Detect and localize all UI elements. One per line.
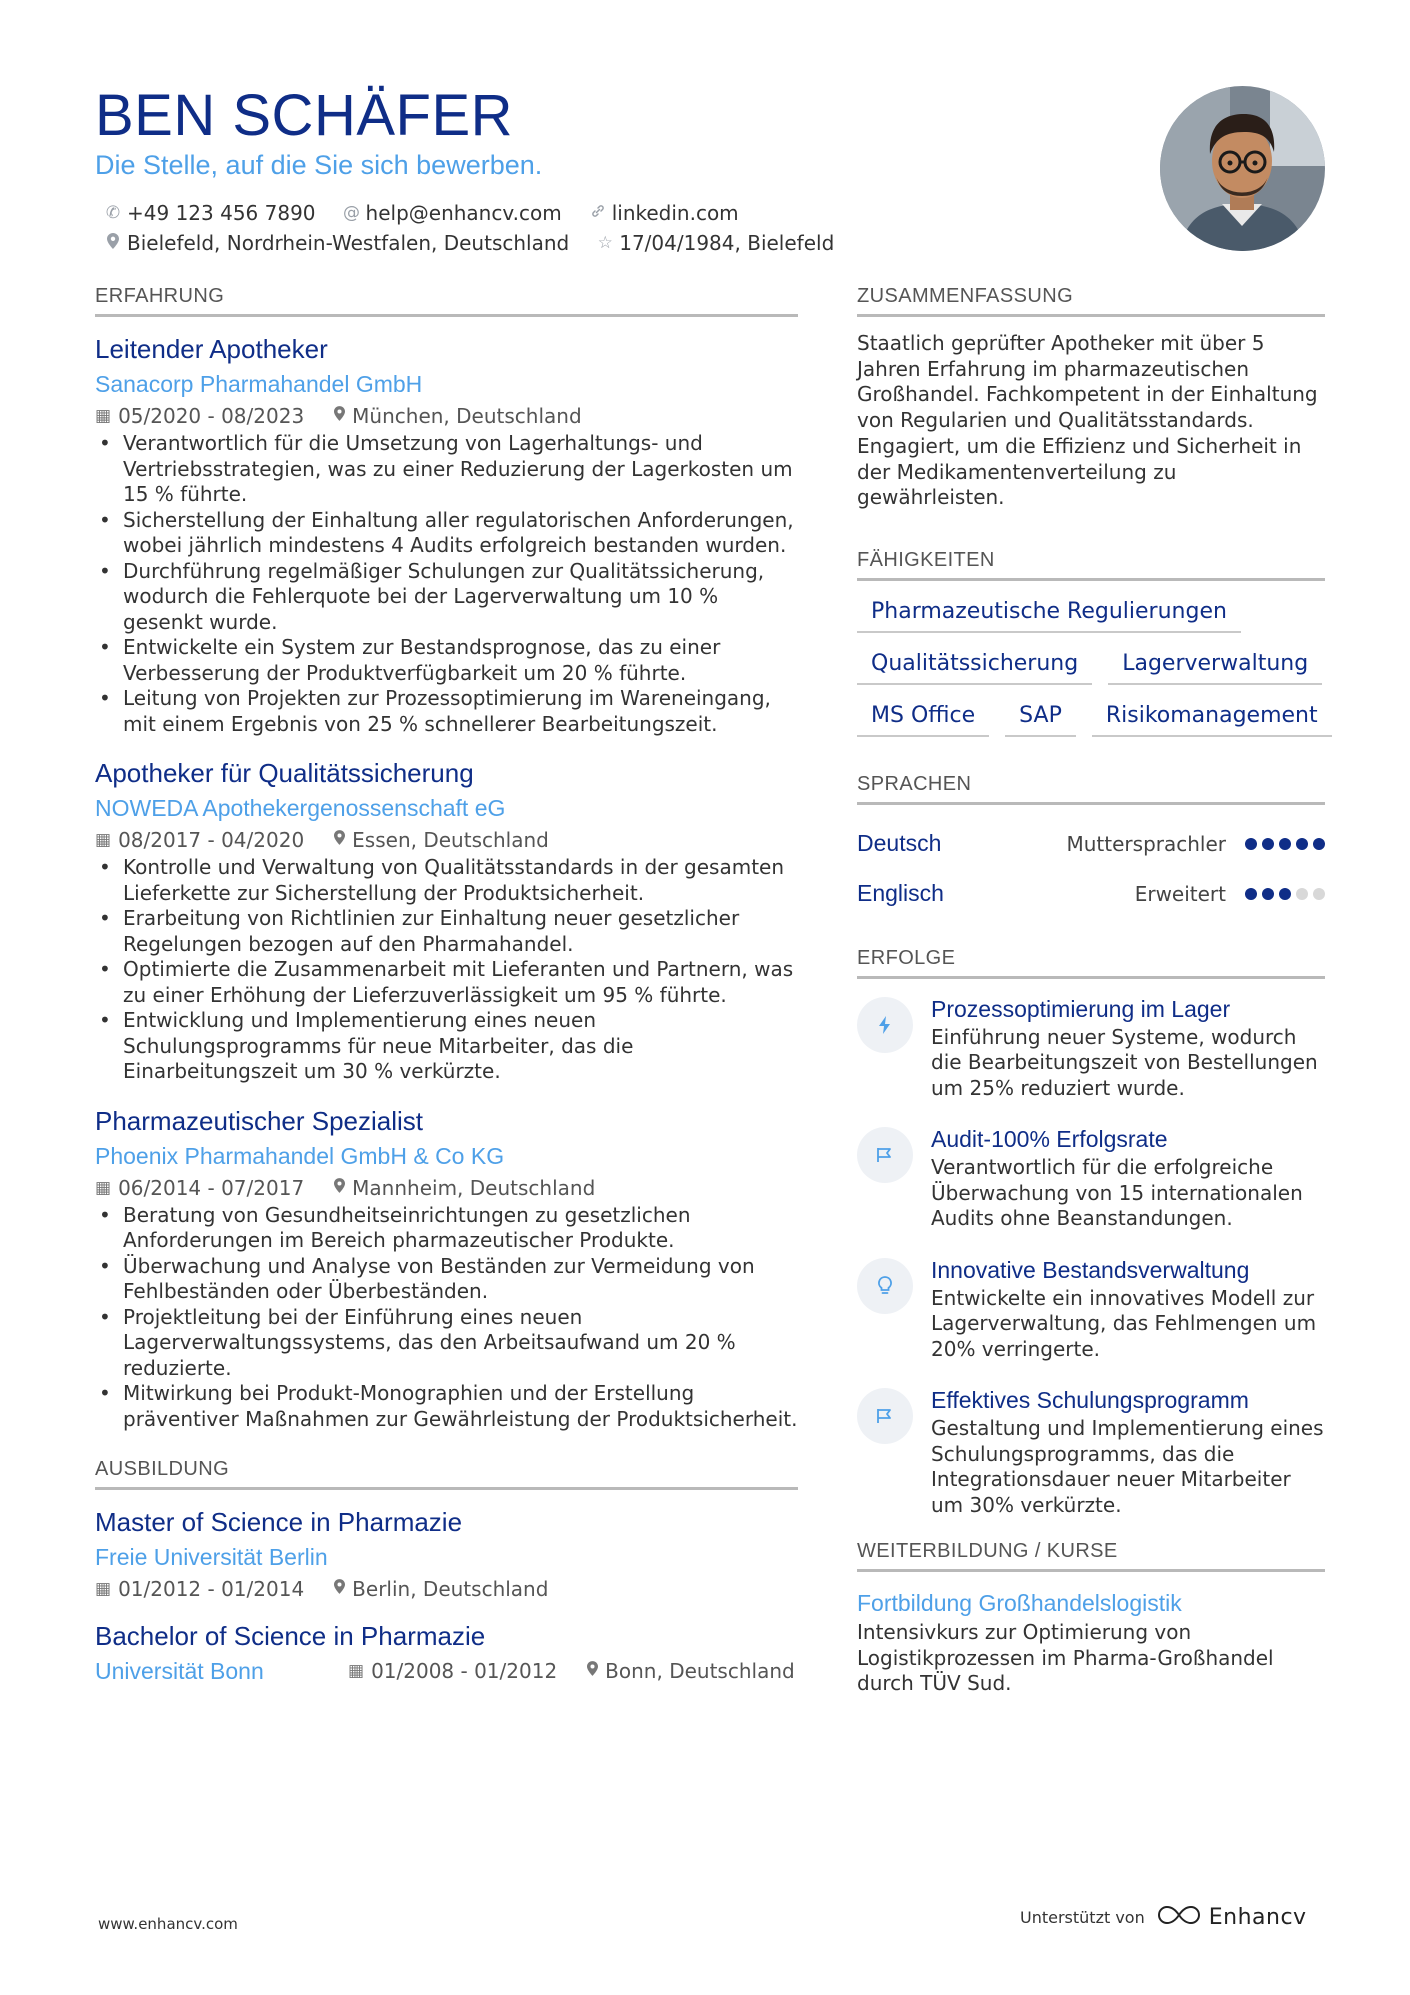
- achievement-title: Innovative Bestandsverwaltung: [931, 1256, 1250, 1283]
- company-name: NOWEDA Apothekergenossenschaft eG: [95, 795, 506, 821]
- language-level: Muttersprachler: [1066, 831, 1226, 856]
- job-dates: 08/2017 - 04/2020: [118, 828, 305, 852]
- map-pin-icon: [334, 825, 345, 855]
- bullet: • Verantwortlich für die Umsetzung von Lagerhaltungs- und Vertriebsstrategien, was zu einer Reduzierung der Lagerkosten um 15 % führte.: [95, 431, 798, 508]
- courses-section-title: WEITERBILDUNG / KURSE: [857, 1540, 1325, 1572]
- footer-branding: [1020, 1904, 1307, 1930]
- experience-section-title: ERFAHRUNG: [95, 285, 798, 317]
- summary-section-title: ZUSAMMENFASSUNG: [857, 285, 1325, 317]
- rating-dot-filled: [1296, 838, 1308, 850]
- calendar-icon: ▦: [348, 1661, 365, 1681]
- job-location: Mannheim, Deutschland: [352, 1175, 596, 1200]
- language-level: Erweitert: [1134, 881, 1226, 906]
- rating-dot-empty: [1296, 888, 1308, 900]
- skill-tag: SAP: [1005, 699, 1076, 737]
- bullet: • Entwickelte ein System zur Bestandsprognose, das zu einer Verbesserung der Produktverfügbarkeit um 20 % führte.: [95, 635, 798, 686]
- at-icon: @: [343, 203, 361, 223]
- linkedin-text[interactable]: linkedin.com: [611, 201, 739, 225]
- education-dates: 01/2008 - 01/2012: [371, 1659, 558, 1683]
- language-rating: [1240, 838, 1325, 850]
- company-name: Phoenix Pharmahandel GmbH & Co KG: [95, 1142, 505, 1169]
- calendar-icon: ▦: [95, 1579, 112, 1599]
- achievement-item: [857, 1123, 1325, 1232]
- education-entry: [95, 1618, 798, 1688]
- bullet: • Erarbeitung von Richtlinien zur Einhaltung neuer gesetzlicher Regelungen bezogen auf den Pharmahandel.: [95, 906, 798, 957]
- location: [103, 231, 569, 255]
- job-dates: 05/2020 - 08/2023: [118, 404, 305, 428]
- education-dates: 01/2012 - 01/2014: [118, 1577, 305, 1601]
- job-dates: 06/2014 - 07/2017: [118, 1175, 305, 1200]
- job-title: Apotheker für Qualitätssicherung: [95, 758, 474, 788]
- achievement-title: Audit-100% Erfolgsrate: [931, 1126, 1168, 1153]
- enhancv-logo-icon: [1157, 1904, 1201, 1930]
- location-text: Bielefeld, Nordrhein-Westfalen, Deutschland: [127, 231, 570, 255]
- job-title: Pharmazeutischer Spezialist: [95, 1105, 424, 1136]
- rating-dot-filled: [1245, 888, 1257, 900]
- school-name: Freie Universität Berlin: [95, 1544, 328, 1570]
- job-meta: [95, 825, 798, 855]
- rating-dot-filled: [1262, 838, 1274, 850]
- achievement-title: Prozessoptimierung im Lager: [931, 995, 1231, 1022]
- bullet: • Optimierte die Zusammenarbeit mit Lieferanten und Partnern, was zu einer Erhöhung der Lieferzuverlässigkeit um 95 % führte.: [95, 957, 798, 1008]
- calendar-icon: ▦: [95, 830, 112, 850]
- job-title: Leitender Apotheker: [95, 334, 328, 364]
- bullet: • Überwachung und Analyse von Beständen zur Vermeidung von Fehlbeständen oder Überbeständen.: [95, 1254, 798, 1305]
- phone-icon: ✆: [105, 203, 121, 223]
- brand-name: Enhancv: [1208, 1904, 1307, 1930]
- rating-dot-filled: [1279, 838, 1291, 850]
- company-name: Sanacorp Pharmahandel GmbH: [95, 371, 423, 397]
- education-meta: [95, 1574, 798, 1604]
- map-pin-icon: [334, 401, 345, 431]
- degree-title: Master of Science in Pharmazie: [95, 1507, 463, 1537]
- footer-website[interactable]: www.enhancv.com: [98, 1915, 238, 1933]
- bullet: • Kontrolle und Verwaltung von Qualitätsstandards in der gesamten Lieferkette zur Sicherstellung der Produktsicherheit.: [95, 855, 798, 906]
- phone: [103, 201, 316, 225]
- job-entry: [95, 1103, 798, 1433]
- job-location: Essen, Deutschland: [352, 828, 549, 852]
- calendar-icon: ▦: [95, 406, 112, 426]
- education-entry: [95, 1504, 798, 1604]
- education-location: Berlin, Deutschland: [352, 1577, 549, 1601]
- job-bullets: [95, 855, 798, 1085]
- achievement-title: Effektives Schulungsprogramm: [931, 1387, 1249, 1414]
- map-pin-icon: [103, 233, 123, 254]
- left-column: [95, 285, 798, 1702]
- rating-dot-empty: [1313, 888, 1325, 900]
- bullet: • Entwicklung und Implementierung eines neuen Schulungsprogramms für neue Mitarbeiter, das die Einarbeitungszeit um 30 % verkürzte.: [95, 1008, 798, 1085]
- link-icon: [588, 203, 608, 224]
- rating-dot-filled: [1245, 838, 1257, 850]
- candidate-name: BEN SCHÄFER: [95, 83, 514, 148]
- achievement-item: [857, 1384, 1325, 1518]
- contact-info: [103, 198, 863, 258]
- summary-text: Staatlich geprüfter Apotheker mit über 5 Jahren Erfahrung im pharmazeutischen Großhandel. Fachkompetent in der Einhaltung von Regularien und Qualitätsstandards. Engagiert, um die Effizienz und Sicherheit in der Medikamentenverteilung zu gewährleisten.: [857, 331, 1318, 510]
- achievement-desc: Entwickelte ein innovatives Modell zur Lagerverwaltung, das Fehlmengen um 20% verringerte.: [931, 1285, 1317, 1361]
- profile-photo: [1160, 86, 1325, 251]
- birth-text: 17/04/1984, Bielefeld: [619, 231, 835, 255]
- lightning-icon: [857, 997, 913, 1053]
- language-name: Englisch: [857, 880, 944, 907]
- email-text[interactable]: help@enhancv.com: [365, 201, 562, 225]
- course-item: [857, 1586, 1325, 1697]
- map-pin-icon: [334, 1574, 345, 1604]
- lightbulb-icon: [857, 1258, 913, 1314]
- course-title: Fortbildung Großhandelslogistik: [857, 1590, 1182, 1617]
- language-row: [857, 819, 1325, 869]
- headline: Die Stelle, auf die Sie sich bewerben.: [95, 150, 543, 180]
- bullet: • Beratung von Gesundheitseinrichtungen zu gesetzlichen Anforderungen im Bereich pharmazeutischer Produkte.: [95, 1203, 798, 1254]
- job-entry: [95, 331, 798, 737]
- language-rating: [1240, 888, 1325, 900]
- education-location: Bonn, Deutschland: [605, 1659, 795, 1683]
- languages-list: [857, 819, 1325, 919]
- achievement-desc: Einführung neuer Systeme, wodurch die Bearbeitungszeit von Bestellungen um 25% reduziert wurde.: [931, 1024, 1318, 1100]
- rating-dot-filled: [1313, 838, 1325, 850]
- skill-tag: Risikomanagement: [1092, 699, 1332, 737]
- skill-tag: Pharmazeutische Regulierungen: [857, 595, 1241, 633]
- school-name: Universität Bonn: [95, 1658, 264, 1684]
- achievement-item: [857, 1254, 1325, 1363]
- skills-list: [857, 595, 1325, 737]
- achievement-desc: Gestaltung und Implementierung eines Schulungsprogramms, das die Integrationsdauer neuer Mitarbeiter um 30% verkürzte.: [931, 1416, 1324, 1517]
- achievement-desc: Verantwortlich für die erfolgreiche Überwachung von 15 internationalen Audits ohne Beanstandungen.: [931, 1155, 1303, 1231]
- skills-section-title: FÄHIGKEITEN: [857, 549, 1325, 581]
- skill-tag: MS Office: [857, 699, 989, 737]
- rating-dot-filled: [1279, 888, 1291, 900]
- map-pin-icon: [587, 1656, 598, 1686]
- bullet: • Durchführung regelmäßiger Schulungen zur Qualitätssicherung, wodurch die Fehlerquote bei der Lagerverwaltung um 10 % gesenkt wurde.: [95, 559, 798, 636]
- language-name: Deutsch: [857, 830, 942, 857]
- achievements-list: [857, 993, 1325, 1519]
- job-meta: [95, 1173, 798, 1203]
- bullet: • Leitung von Projekten zur Prozessoptimierung im Wareneingang, mit einem Ergebnis von 25 % schnellerer Bearbeitungszeit.: [95, 686, 798, 737]
- calendar-icon: ▦: [95, 1177, 112, 1198]
- email[interactable]: [342, 201, 562, 225]
- education-meta: [348, 1656, 795, 1686]
- job-entry: [95, 755, 798, 1085]
- bullet: • Projektleitung bei der Einführung eines neuen Lagerverwaltungssystems, das den Arbeitsaufwand um 20 % reduzierte.: [95, 1305, 798, 1382]
- right-column: [857, 285, 1325, 1697]
- course-desc: Intensivkurs zur Optimierung von Logistikprozessen im Pharma-Großhandel durch TÜV Sud.: [857, 1620, 1274, 1696]
- job-location: München, Deutschland: [352, 404, 582, 428]
- achievements-section-title: ERFOLGE: [857, 947, 1325, 979]
- rating-dot-filled: [1262, 888, 1274, 900]
- map-pin-icon: [334, 1173, 345, 1203]
- flag-icon: [857, 1388, 913, 1444]
- bullet: • Sicherstellung der Einhaltung aller regulatorischen Anforderungen, wobei jährlich mindestens 4 Audits erfolgreich bestanden wurden.: [95, 508, 798, 559]
- phone-text: +49 123 456 7890: [127, 201, 316, 225]
- powered-by-text: Unterstützt von: [1020, 1907, 1145, 1927]
- job-bullets: [95, 431, 798, 737]
- achievement-item: [857, 993, 1325, 1102]
- job-bullets: [95, 1203, 798, 1433]
- flag-icon: [857, 1127, 913, 1183]
- skill-tag: Qualitätssicherung: [857, 647, 1092, 685]
- language-row: [857, 869, 1325, 919]
- star-icon: ☆: [597, 233, 613, 253]
- job-meta: [95, 401, 798, 431]
- skill-tag: Lagerverwaltung: [1108, 647, 1322, 685]
- degree-title: Bachelor of Science in Pharmazie: [95, 1621, 486, 1651]
- education-section-title: AUSBILDUNG: [95, 1458, 798, 1490]
- linkedin[interactable]: [588, 201, 739, 225]
- birth: [595, 231, 834, 255]
- languages-section-title: SPRACHEN: [857, 773, 1325, 805]
- bullet: • Mitwirkung bei Produkt-Monographien und der Erstellung präventiver Maßnahmen zur Gewährleistung der Produktsicherheit.: [95, 1381, 798, 1432]
